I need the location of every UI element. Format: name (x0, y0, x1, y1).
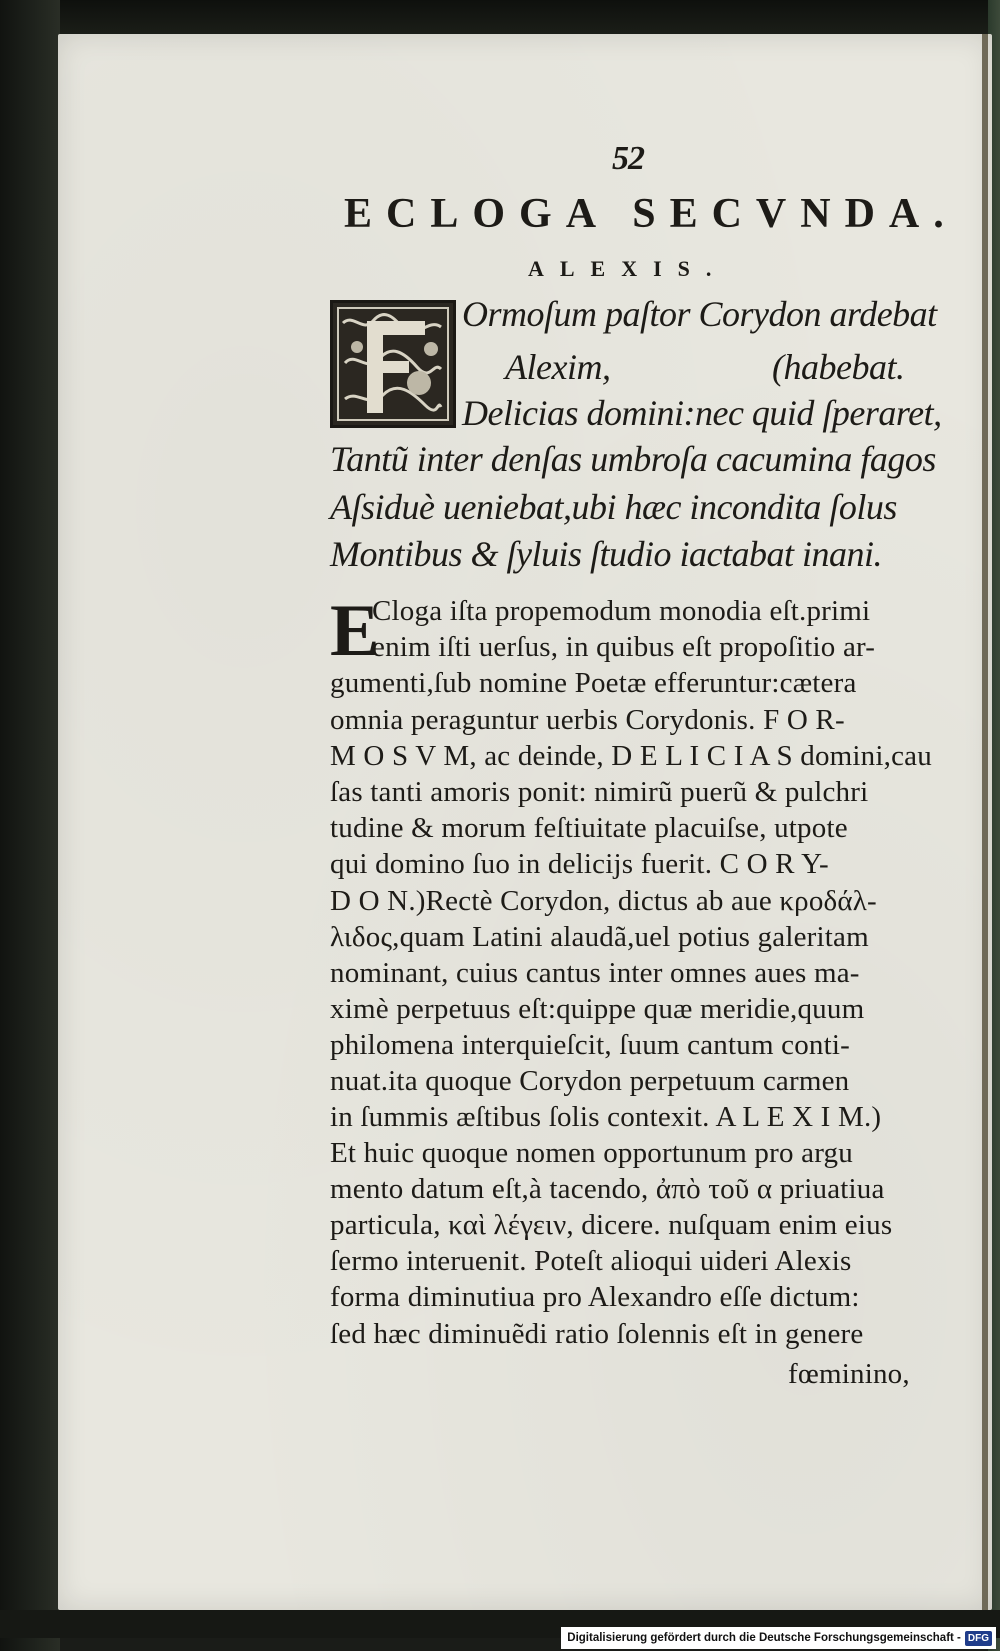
verse-line-4: Tantũ inter denſas umbroſa cacumina fagos (330, 439, 936, 479)
verse-line-2: Alexim, (505, 347, 611, 387)
decorated-initial-f (330, 300, 456, 428)
digitization-credit (561, 1627, 996, 1649)
commentary-line-21: ſed hæc diminuẽdi ratio ſolennis eſt in genere (330, 1318, 864, 1350)
verse-line-5: Aſsiduè ueniebat,ubi hæc incondita ſolus (330, 487, 897, 527)
page-subtitle: ALEXIS. (528, 256, 728, 281)
catchword: fœminino, (788, 1358, 910, 1390)
verse-line-2-turnover: (habebat. (772, 347, 905, 387)
commentary-line-20: forma diminutiua pro Alexandro eſſe dictum: (330, 1281, 860, 1313)
scan-left-edge (0, 0, 60, 1651)
commentary-line-19: ſermo interuenit. Poteſt alioqui uideri Alexis (330, 1245, 852, 1277)
commentary-line-1: Cloga iſta propemodum monodia eſt.primi (372, 595, 871, 627)
commentary-line-17: mento datum eſt,à tacendo, ἀπὸ τοῦ α priuatiua (330, 1173, 885, 1205)
page-edge-strip (982, 34, 988, 1610)
commentary-line-5: M O S V M, ac deinde, D E L I C I A S domini,cau (330, 740, 932, 772)
digitization-credit-text: Digitalisierung gefördert durch die Deutsche Forschungsgemeinschaft - (567, 1632, 961, 1644)
commentary-drop-initial: E (330, 590, 380, 672)
dfg-logo: DFG (965, 1631, 992, 1646)
scan-top-edge (0, 0, 1000, 38)
commentary-line-14: nuat.ita quoque Corydon perpetuum carmen (330, 1065, 850, 1097)
commentary-line-16: Et huic quoque nomen opportunum pro argu (330, 1137, 853, 1169)
commentary-line-11: nominant, cuius cantus inter omnes aues ma- (330, 957, 860, 989)
page-title: ECLOGA SECVNDA. (344, 191, 958, 237)
verse-line-6: Montibus & ſyluis ſtudio iactabat inani. (330, 534, 882, 574)
commentary-line-7: tudine & morum feſtiuitate placuiſse, utpote (330, 812, 848, 844)
verse-line-1: Ormoſum paſtor Corydon ardebat (462, 294, 937, 334)
commentary-line-13: philomena interquieſcit, ſuum cantum conti- (330, 1029, 850, 1061)
commentary-line-15: in ſummis æſtibus ſolis contexit. A L E X I M.) (330, 1101, 882, 1133)
page-number: 52 (612, 140, 644, 177)
commentary-line-10: λιδος,quam Latini alaudã,uel potius galeritam (330, 921, 869, 953)
commentary-line-3: gumenti,ſub nomine Poetæ efferuntur:cætera (330, 667, 857, 699)
commentary-line-6: ſas tanti amoris ponit: nimirũ puerũ & pulchri (330, 776, 869, 808)
commentary-line-2: enim iſti uerſus, in quibus eſt propoſitio ar- (372, 631, 876, 663)
commentary-line-12: ximè perpetuus eſt:quippe quæ meridie,quum (330, 993, 865, 1025)
commentary-line-4: omnia peraguntur uerbis Corydonis. F O R- (330, 704, 845, 736)
commentary-line-18: particula, καὶ λέγειν, dicere. nuſquam enim eius (330, 1209, 893, 1241)
verse-line-3: Delicias domini:nec quid ſperaret, (462, 393, 942, 433)
commentary-line-9: D O N.)Rectè Corydon, dictus ab aue κροδάλ- (330, 885, 877, 917)
commentary-line-8: qui domino ſuo in delicijs fuerit. C O R Y- (330, 848, 829, 880)
